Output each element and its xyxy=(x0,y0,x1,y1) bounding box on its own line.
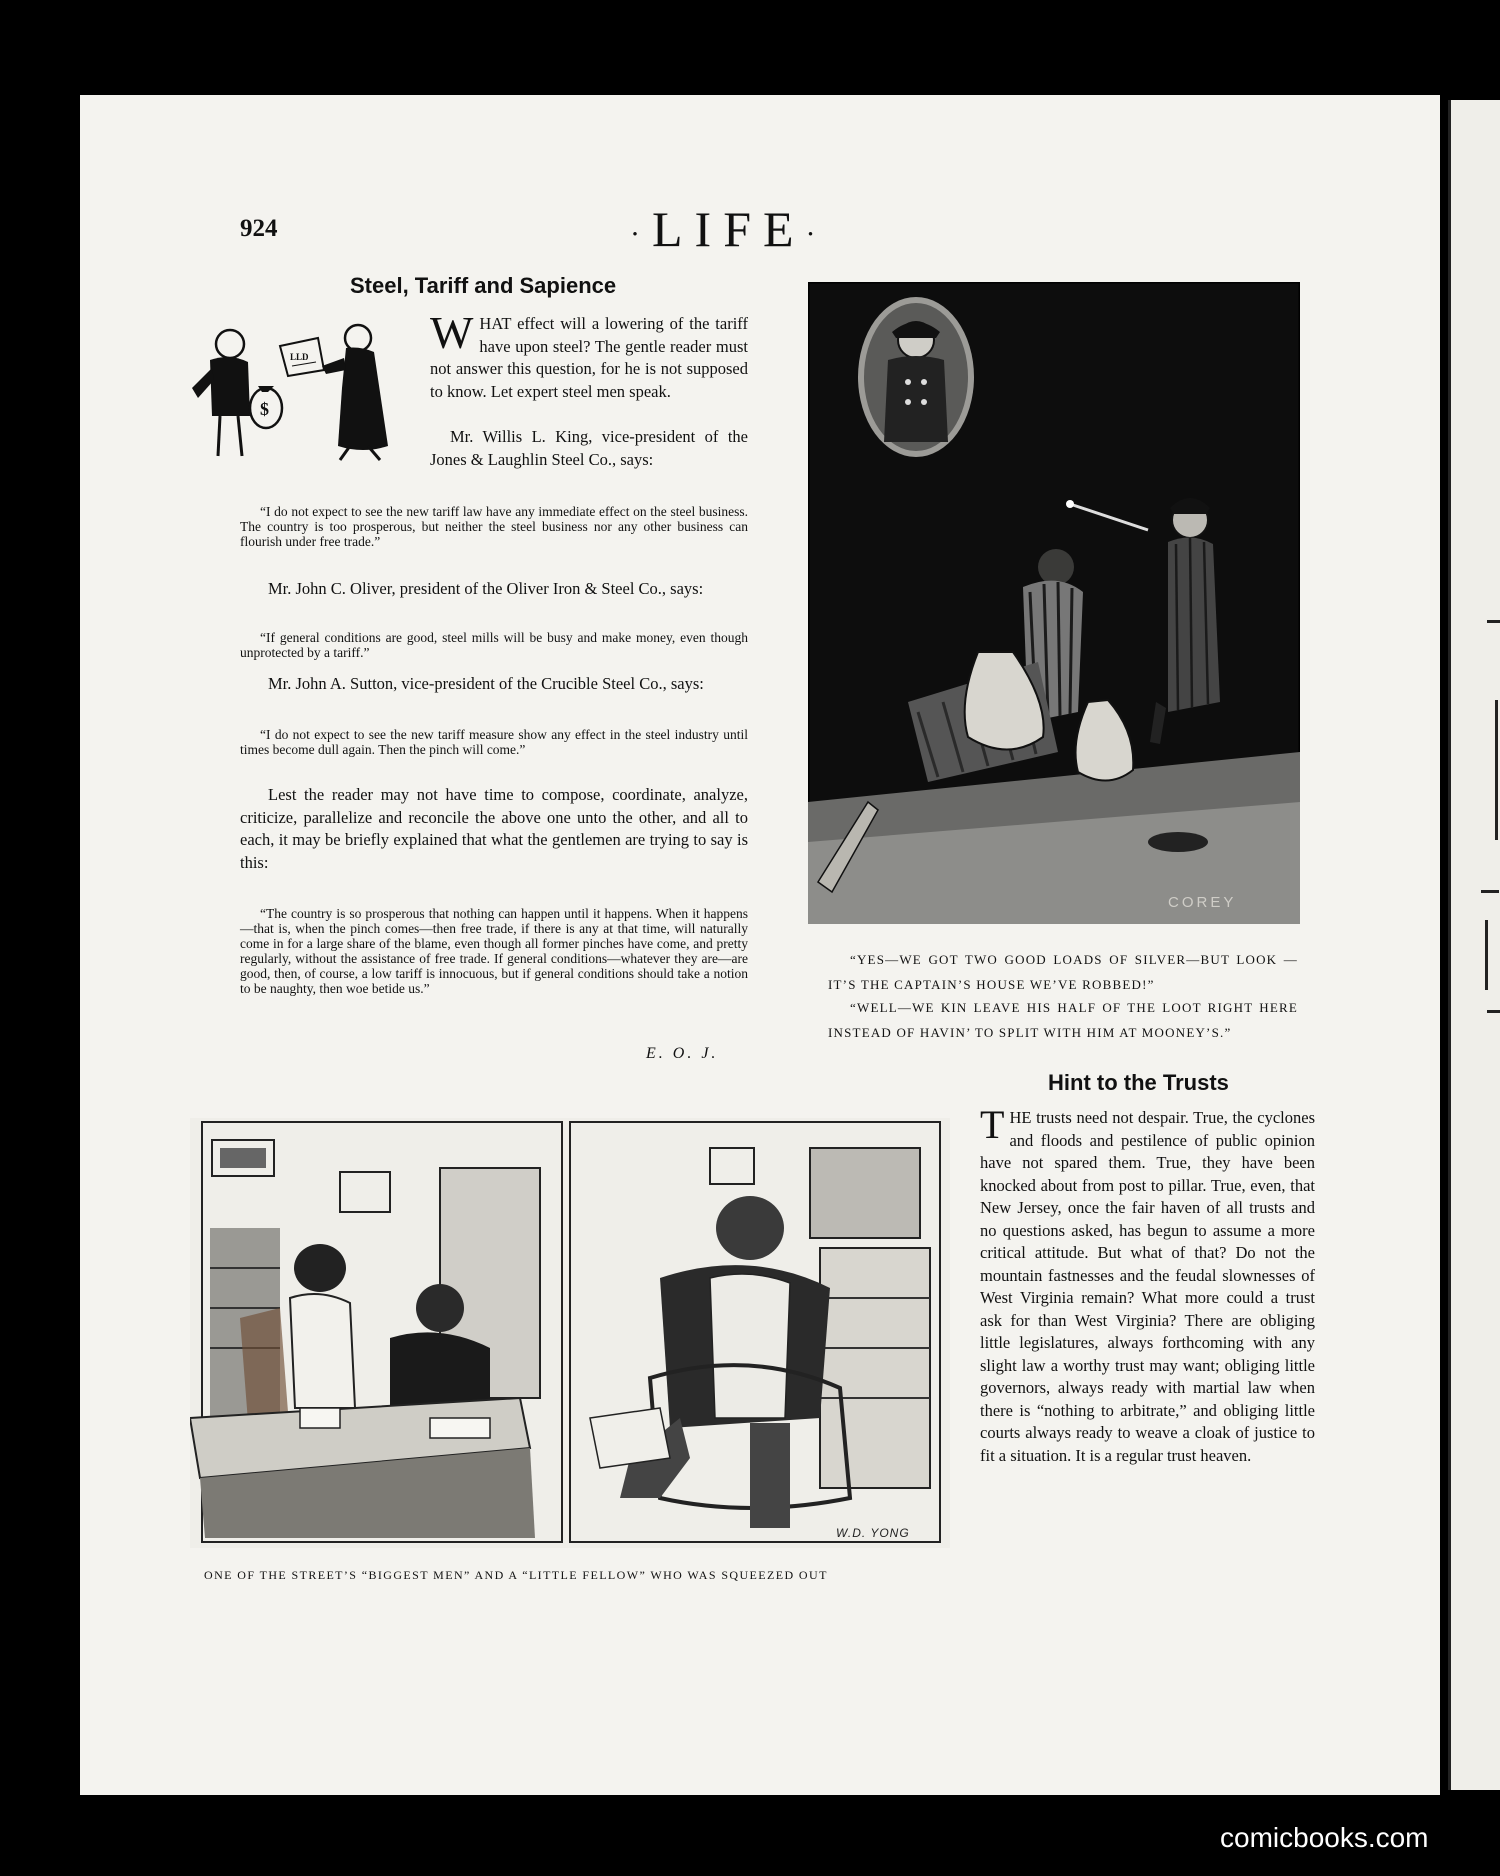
burglar-illustration xyxy=(808,282,1300,924)
quote-sutton: “I do not expect to see the new tariff measure show any effect in the steel industry until times become dull again. Then the pinch will come.” xyxy=(240,727,748,757)
masthead-dot-left: · xyxy=(630,217,652,251)
sutton-intro: Mr. John A. Sutton, vice-president of the Crucible Steel Co., says: xyxy=(268,674,704,693)
burglar-caption-2: “WELL—WE KIN LEAVE HIS HALF OF THE LOOT RIGHT HERE INSTEAD OF HAVIN’ TO SPLIT WITH HIM AT MOONEY’S.” xyxy=(828,1000,1298,1040)
signature: E. O. J. xyxy=(646,1045,719,1062)
watermark: comicbooks.com xyxy=(1220,1822,1429,1853)
article-title-trusts: Hint to the Trusts xyxy=(1048,1070,1229,1095)
drop-cap-w: W xyxy=(430,307,474,358)
masthead xyxy=(630,200,828,258)
masthead-title: LIFE xyxy=(652,201,806,257)
page-number: 924 xyxy=(240,215,278,242)
cartoon-two-men xyxy=(188,318,428,468)
trusts-body xyxy=(980,1102,1315,1467)
artist-signature-bottom: W.D. YONG xyxy=(836,1526,910,1540)
quote-king: “I do not expect to see the new tariff law have any immediate effect on the steel business. The country is too prosperous, but neither the steel business nor any other business can flourish under free trade.” xyxy=(240,504,748,549)
office-caption: ONE OF THE STREET’S “BIGGEST MEN” AND A “LITTLE FELLOW” WHO WAS SQUEEZED OUT xyxy=(204,1568,828,1582)
adjacent-page-edge xyxy=(1448,100,1500,1790)
masthead-dot-right: · xyxy=(805,217,828,251)
burglar-caption-1: “YES—WE GOT TWO GOOD LOADS OF SILVER—BUT LOOK —IT’S THE CAPTAIN’S HOUSE WE’VE ROBBED!” xyxy=(828,952,1298,992)
article-intro xyxy=(430,307,748,403)
office-illustration xyxy=(190,1118,950,1548)
oliver-intro: Mr. John C. Oliver, president of the Oliver Iron & Steel Co., says: xyxy=(268,579,704,598)
quote-summary: “The country is so prosperous that nothing can happen until it happens. When it happens—that is, when the pinch comes—then free trade, if there is any at that time, will naturally come in for a large share of the blame, even though all former pinches have come, and pretty regularly, without the assistance of free trade. If general conditions—whatever they are—are good, then, of course, a low tariff is innocuous, but if general conditions should take a notion to be naughty, then woe betide us.” xyxy=(240,906,748,996)
paper-label: LLD xyxy=(290,352,309,362)
quote-oliver: “If general conditions are good, steel mills will be busy and make money, even though unprotected by a tariff.” xyxy=(240,630,748,660)
money-bag-label: $ xyxy=(260,399,269,419)
drop-cap-t: T xyxy=(980,1102,1005,1147)
artist-signature-corey: COREY xyxy=(1168,894,1237,911)
intro-text: HAT effect will a lowering of the tariff have upon steel? The gentle reader must not answer this question, for he is not supposed to know. Let expert steel men speak. xyxy=(430,314,748,401)
lest-paragraph: Lest the reader may not have time to compose, coordinate, analyze, criticize, parallelize and reconcile the above one unto the other, and all to each, it may be briefly explained that what the gentlemen are trying to say is this: xyxy=(240,785,748,872)
king-intro: Mr. Willis L. King, vice-president of the Jones & Laughlin Steel Co., says: xyxy=(430,427,748,469)
trusts-text: HE trusts need not despair. True, the cyclones and floods and pestilence of public opinion have not spared them. True, they have been knocked about from post to pillar. True, even, that New Jersey, once the fair haven of all trusts and no questions asked, has begun to assume a more critical attitude. But what of that? Do not the mountain fastnesses and the feudal slownesses of West Virginia remain? What more could a trust ask for than West Virginia? There are obliging little legislatures, always forthcoming with any slight law a worthy trust may want; obliging little governors, always ready with martial law when there is “nothing to arbitrate,” and obliging little courts always ready to weave a cloak of justice to fit a situation. It is a regular trust heaven. xyxy=(980,1108,1315,1465)
article-title: Steel, Tariff and Sapience xyxy=(350,273,617,298)
